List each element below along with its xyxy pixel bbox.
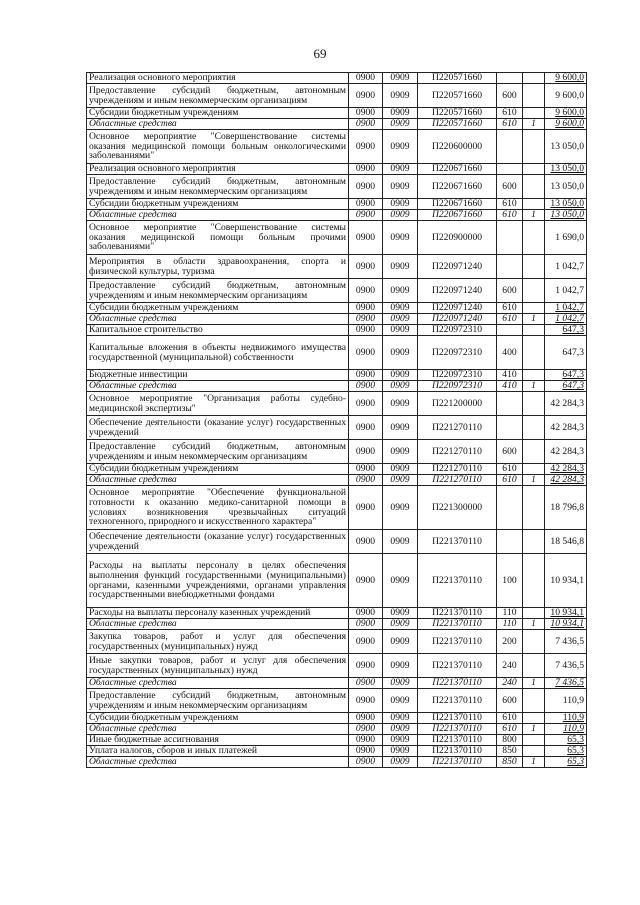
section-code: 0909 — [383, 713, 418, 724]
funding-source-code: 1 — [523, 724, 545, 735]
amount: 13 050,0 — [545, 130, 587, 164]
ved-code: 0900 — [349, 724, 383, 735]
amount: 9 600,0 — [545, 73, 587, 84]
ved-code: 0900 — [349, 746, 383, 757]
budget-table-body — [87, 73, 587, 768]
row-name: Областные средства — [87, 619, 349, 630]
table-row — [87, 314, 587, 325]
ved-code: 0900 — [349, 84, 383, 108]
funding-source-code: 1 — [523, 757, 545, 768]
expense-type-code: 400 — [497, 336, 523, 370]
funding-source-code: 1 — [523, 381, 545, 392]
section-code: 0909 — [383, 303, 418, 314]
target-article-code: П221370110 — [418, 654, 497, 678]
target-article-code: П221370110 — [418, 746, 497, 757]
target-article-code: П221200000 — [418, 392, 497, 416]
funding-source-code — [523, 392, 545, 416]
table-row — [87, 724, 587, 735]
funding-source-code — [523, 746, 545, 757]
funding-source-code: 1 — [523, 619, 545, 630]
amount: 13 050,0 — [545, 210, 587, 221]
funding-source-code — [523, 735, 545, 746]
row-name: Основное мероприятие "Совершенствование системы оказания медицинской помощи больным онкологическими заболеваниями" — [87, 130, 349, 164]
target-article-code: П221370110 — [418, 630, 497, 654]
target-article-code: П220971240 — [418, 303, 497, 314]
table-row — [87, 464, 587, 475]
expense-type-code — [497, 325, 523, 336]
ved-code: 0900 — [349, 221, 383, 255]
table-row — [87, 221, 587, 255]
expense-type-code — [497, 486, 523, 530]
expense-type-code — [497, 255, 523, 279]
funding-source-code — [523, 630, 545, 654]
row-name: Обеспечение деятельности (оказание услуг) государственных учреждений — [87, 416, 349, 440]
expense-type-code — [497, 416, 523, 440]
expense-type-code: 610 — [497, 464, 523, 475]
amount: 9 600,0 — [545, 84, 587, 108]
amount: 18 546,8 — [545, 530, 587, 554]
amount: 110,9 — [545, 724, 587, 735]
section-code: 0909 — [383, 746, 418, 757]
row-name: Субсидии бюджетным учреждениям — [87, 108, 349, 119]
ved-code: 0900 — [349, 303, 383, 314]
table-row — [87, 336, 587, 370]
expense-type-code: 850 — [497, 757, 523, 768]
table-row — [87, 713, 587, 724]
section-code: 0909 — [383, 108, 418, 119]
target-article-code: П221370110 — [418, 757, 497, 768]
ved-code: 0900 — [349, 486, 383, 530]
section-code: 0909 — [383, 464, 418, 475]
ved-code: 0900 — [349, 416, 383, 440]
expense-type-code: 610 — [497, 475, 523, 486]
funding-source-code — [523, 608, 545, 619]
row-name: Областные средства — [87, 314, 349, 325]
amount: 110,9 — [545, 689, 587, 713]
row-name: Областные средства — [87, 119, 349, 130]
section-code: 0909 — [383, 175, 418, 199]
row-name: Мероприятия в области здравоохранения, спорта и физической культуры, туризма — [87, 255, 349, 279]
section-code: 0909 — [383, 221, 418, 255]
ved-code: 0900 — [349, 654, 383, 678]
target-article-code: П220971240 — [418, 255, 497, 279]
amount: 65,3 — [545, 746, 587, 757]
section-code: 0909 — [383, 199, 418, 210]
target-article-code: П221370110 — [418, 608, 497, 619]
row-name: Субсидии бюджетным учреждениям — [87, 303, 349, 314]
ved-code: 0900 — [349, 210, 383, 221]
funding-source-code — [523, 370, 545, 381]
row-name: Предоставление субсидий бюджетным, автономным учреждениям и иным некоммерческим организациям — [87, 175, 349, 199]
target-article-code: П221370110 — [418, 619, 497, 630]
section-code: 0909 — [383, 416, 418, 440]
target-article-code: П221270110 — [418, 440, 497, 464]
funding-source-code — [523, 689, 545, 713]
amount: 13 050,0 — [545, 175, 587, 199]
target-article-code: П220571660 — [418, 108, 497, 119]
table-row — [87, 735, 587, 746]
expense-type-code: 110 — [497, 619, 523, 630]
row-name: Иные закупки товаров, работ и услуг для обеспечения государственных (муниципальных) нужд — [87, 654, 349, 678]
expense-type-code — [497, 164, 523, 175]
expense-type-code: 600 — [497, 84, 523, 108]
table-row — [87, 279, 587, 303]
section-code: 0909 — [383, 73, 418, 84]
target-article-code: П221270110 — [418, 475, 497, 486]
amount: 10 934,1 — [545, 608, 587, 619]
expense-type-code: 100 — [497, 554, 523, 608]
expense-type-code: 610 — [497, 119, 523, 130]
expense-type-code: 240 — [497, 654, 523, 678]
table-row — [87, 530, 587, 554]
target-article-code: П220671660 — [418, 199, 497, 210]
table-row — [87, 325, 587, 336]
ved-code: 0900 — [349, 119, 383, 130]
section-code: 0909 — [383, 370, 418, 381]
funding-source-code — [523, 175, 545, 199]
table-row — [87, 84, 587, 108]
expense-type-code: 410 — [497, 381, 523, 392]
amount: 647,3 — [545, 381, 587, 392]
ved-code: 0900 — [349, 464, 383, 475]
funding-source-code — [523, 416, 545, 440]
target-article-code: П220571660 — [418, 73, 497, 84]
table-row — [87, 689, 587, 713]
table-row — [87, 199, 587, 210]
funding-source-code — [523, 199, 545, 210]
row-name: Областные средства — [87, 757, 349, 768]
ved-code: 0900 — [349, 630, 383, 654]
page-number: 69 — [313, 46, 327, 61]
row-name: Субсидии бюджетным учреждениям — [87, 199, 349, 210]
table-row — [87, 392, 587, 416]
row-name: Капитальное строительство — [87, 325, 349, 336]
row-name: Расходы на выплаты персоналу в целях обеспечения выполнения функций государственными (муниципальными) органами, казенными учреждениями, органами управления государственными внебюджетными фондами — [87, 554, 349, 608]
expense-type-code: 610 — [497, 210, 523, 221]
target-article-code: П220971240 — [418, 279, 497, 303]
table-row — [87, 381, 587, 392]
funding-source-code — [523, 84, 545, 108]
row-name: Основное мероприятие "Организация работы судебно-медицинской экспертизы" — [87, 392, 349, 416]
row-name: Реализация основного мероприятия — [87, 73, 349, 84]
ved-code: 0900 — [349, 164, 383, 175]
target-article-code: П220671660 — [418, 210, 497, 221]
funding-source-code — [523, 530, 545, 554]
funding-source-code — [523, 279, 545, 303]
ved-code: 0900 — [349, 381, 383, 392]
expense-type-code: 600 — [497, 689, 523, 713]
amount: 42 284,3 — [545, 440, 587, 464]
target-article-code: П220972310 — [418, 370, 497, 381]
row-name: Закупка товаров, работ и услуг для обеспечения государственных (муниципальных) нужд — [87, 630, 349, 654]
row-name: Иные бюджетные ассигнования — [87, 735, 349, 746]
table-row — [87, 370, 587, 381]
section-code: 0909 — [383, 440, 418, 464]
ved-code: 0900 — [349, 130, 383, 164]
expense-type-code: 850 — [497, 746, 523, 757]
ved-code: 0900 — [349, 735, 383, 746]
section-code: 0909 — [383, 130, 418, 164]
row-name: Основное мероприятие "Обеспечение функциональной готовности к оказанию медико-санитарной помощи в условиях возникновения чрезвычайных ситуаций техногенного, природного и искусственного характера" — [87, 486, 349, 530]
row-name: Областные средства — [87, 210, 349, 221]
target-article-code: П221370110 — [418, 713, 497, 724]
section-code: 0909 — [383, 554, 418, 608]
section-code: 0909 — [383, 164, 418, 175]
funding-source-code — [523, 486, 545, 530]
ved-code: 0900 — [349, 554, 383, 608]
amount: 7 436,5 — [545, 678, 587, 689]
row-name: Предоставление субсидий бюджетным, автономным учреждениям и иным некоммерческим организациям — [87, 440, 349, 464]
amount: 10 934,1 — [545, 554, 587, 608]
section-code: 0909 — [383, 735, 418, 746]
ved-code: 0900 — [349, 678, 383, 689]
funding-source-code — [523, 164, 545, 175]
table-row — [87, 175, 587, 199]
funding-source-code: 1 — [523, 314, 545, 325]
section-code: 0909 — [383, 486, 418, 530]
section-code: 0909 — [383, 757, 418, 768]
table-row — [87, 130, 587, 164]
amount: 647,3 — [545, 370, 587, 381]
amount: 1 042,7 — [545, 303, 587, 314]
funding-source-code — [523, 221, 545, 255]
amount: 647,3 — [545, 336, 587, 370]
funding-source-code: 1 — [523, 119, 545, 130]
section-code: 0909 — [383, 119, 418, 130]
expense-type-code — [497, 221, 523, 255]
target-article-code: П221370110 — [418, 678, 497, 689]
table-row — [87, 255, 587, 279]
amount: 9 600,0 — [545, 119, 587, 130]
row-name: Предоставление субсидий бюджетным, автономным учреждениям и иным некоммерческим организациям — [87, 689, 349, 713]
section-code: 0909 — [383, 608, 418, 619]
target-article-code: П220972310 — [418, 325, 497, 336]
section-code: 0909 — [383, 724, 418, 735]
table-row — [87, 619, 587, 630]
table-row — [87, 108, 587, 119]
expense-type-code — [497, 530, 523, 554]
funding-source-code — [523, 130, 545, 164]
section-code: 0909 — [383, 475, 418, 486]
ved-code: 0900 — [349, 608, 383, 619]
target-article-code: П220671660 — [418, 175, 497, 199]
ved-code: 0900 — [349, 619, 383, 630]
section-code: 0909 — [383, 325, 418, 336]
funding-source-code — [523, 713, 545, 724]
ved-code: 0900 — [349, 175, 383, 199]
expense-type-code — [497, 130, 523, 164]
table-row — [87, 757, 587, 768]
section-code: 0909 — [383, 689, 418, 713]
ved-code: 0900 — [349, 689, 383, 713]
ved-code: 0900 — [349, 108, 383, 119]
table-row — [87, 678, 587, 689]
section-code: 0909 — [383, 392, 418, 416]
amount: 42 284,3 — [545, 416, 587, 440]
funding-source-code — [523, 654, 545, 678]
ved-code: 0900 — [349, 370, 383, 381]
expense-type-code: 600 — [497, 440, 523, 464]
target-article-code: П220571660 — [418, 84, 497, 108]
expense-type-code: 410 — [497, 370, 523, 381]
expense-type-code: 610 — [497, 108, 523, 119]
row-name: Областные средства — [87, 381, 349, 392]
amount: 42 284,3 — [545, 464, 587, 475]
ved-code: 0900 — [349, 73, 383, 84]
amount: 7 436,5 — [545, 630, 587, 654]
section-code: 0909 — [383, 255, 418, 279]
row-name: Капитальные вложения в объекты недвижимого имущества государственной (муниципальной) собственности — [87, 336, 349, 370]
amount: 1 042,7 — [545, 255, 587, 279]
section-code: 0909 — [383, 654, 418, 678]
funding-source-code: 1 — [523, 678, 545, 689]
table-row — [87, 210, 587, 221]
row-name: Субсидии бюджетным учреждениям — [87, 464, 349, 475]
table-row — [87, 303, 587, 314]
target-article-code: П221300000 — [418, 486, 497, 530]
funding-source-code — [523, 255, 545, 279]
table-row — [87, 654, 587, 678]
target-article-code: П220571660 — [418, 119, 497, 130]
funding-source-code — [523, 440, 545, 464]
target-article-code: П221270110 — [418, 416, 497, 440]
table-row — [87, 416, 587, 440]
section-code: 0909 — [383, 279, 418, 303]
table-row — [87, 475, 587, 486]
amount: 7 436,5 — [545, 654, 587, 678]
expense-type-code: 610 — [497, 314, 523, 325]
amount: 647,3 — [545, 325, 587, 336]
funding-source-code: 1 — [523, 210, 545, 221]
ved-code: 0900 — [349, 392, 383, 416]
amount: 1 042,7 — [545, 314, 587, 325]
target-article-code: П220972310 — [418, 336, 497, 370]
table-row — [87, 119, 587, 130]
row-name: Бюджетные инвестиции — [87, 370, 349, 381]
expense-type-code: 600 — [497, 279, 523, 303]
ved-code: 0900 — [349, 440, 383, 464]
funding-source-code — [523, 325, 545, 336]
row-name: Расходы на выплаты персоналу казенных учреждений — [87, 608, 349, 619]
target-article-code: П220671660 — [418, 164, 497, 175]
row-name: Обеспечение деятельности (оказание услуг) государственных учреждений — [87, 530, 349, 554]
funding-source-code — [523, 108, 545, 119]
target-article-code: П221370110 — [418, 735, 497, 746]
target-article-code: П221370110 — [418, 724, 497, 735]
row-name: Областные средства — [87, 724, 349, 735]
amount: 9 600,0 — [545, 108, 587, 119]
expense-type-code — [497, 392, 523, 416]
table-row — [87, 630, 587, 654]
row-name: Предоставление субсидий бюджетным, автономным учреждениям и иным некоммерческим организациям — [87, 279, 349, 303]
amount: 42 284,3 — [545, 392, 587, 416]
expense-type-code — [497, 73, 523, 84]
row-name: Областные средства — [87, 475, 349, 486]
funding-source-code — [523, 336, 545, 370]
ved-code: 0900 — [349, 314, 383, 325]
expense-type-code: 610 — [497, 724, 523, 735]
amount: 10 934,1 — [545, 619, 587, 630]
amount: 18 796,8 — [545, 486, 587, 530]
section-code: 0909 — [383, 630, 418, 654]
target-article-code: П220600000 — [418, 130, 497, 164]
amount: 1 042,7 — [545, 279, 587, 303]
ved-code: 0900 — [349, 757, 383, 768]
target-article-code: П221370110 — [418, 530, 497, 554]
table-row — [87, 554, 587, 608]
amount: 110,9 — [545, 713, 587, 724]
expense-type-code: 110 — [497, 608, 523, 619]
funding-source-code — [523, 73, 545, 84]
target-article-code: П220971240 — [418, 314, 497, 325]
row-name: Реализация основного мероприятия — [87, 164, 349, 175]
expense-type-code: 800 — [497, 735, 523, 746]
amount: 42 284,3 — [545, 475, 587, 486]
section-code: 0909 — [383, 314, 418, 325]
expense-type-code: 240 — [497, 678, 523, 689]
section-code: 0909 — [383, 210, 418, 221]
amount: 13 050,0 — [545, 199, 587, 210]
table-row — [87, 73, 587, 84]
section-code: 0909 — [383, 619, 418, 630]
row-name: Предоставление субсидий бюджетным, автономным учреждениям и иным некоммерческим организациям — [87, 84, 349, 108]
amount: 65,3 — [545, 757, 587, 768]
ved-code: 0900 — [349, 199, 383, 210]
table-row — [87, 440, 587, 464]
expense-type-code: 610 — [497, 303, 523, 314]
target-article-code: П221370110 — [418, 554, 497, 608]
amount: 13 050,0 — [545, 164, 587, 175]
ved-code: 0900 — [349, 325, 383, 336]
funding-source-code — [523, 554, 545, 608]
section-code: 0909 — [383, 530, 418, 554]
funding-source-code — [523, 303, 545, 314]
row-name: Областные средства — [87, 678, 349, 689]
section-code: 0909 — [383, 678, 418, 689]
ved-code: 0900 — [349, 255, 383, 279]
expense-type-code: 600 — [497, 175, 523, 199]
funding-source-code — [523, 464, 545, 475]
target-article-code: П221270110 — [418, 464, 497, 475]
table-row — [87, 608, 587, 619]
target-article-code: П221370110 — [418, 689, 497, 713]
budget-table — [86, 72, 587, 768]
table-row — [87, 486, 587, 530]
ved-code: 0900 — [349, 713, 383, 724]
row-name: Основное мероприятие "Совершенствование системы оказания медицинской помощи больным прочими заболеваниями" — [87, 221, 349, 255]
row-name: Уплата налогов, сборов и иных платежей — [87, 746, 349, 757]
ved-code: 0900 — [349, 336, 383, 370]
section-code: 0909 — [383, 84, 418, 108]
table-row — [87, 164, 587, 175]
amount: 65,3 — [545, 735, 587, 746]
expense-type-code: 200 — [497, 630, 523, 654]
ved-code: 0900 — [349, 279, 383, 303]
section-code: 0909 — [383, 381, 418, 392]
target-article-code: П220900000 — [418, 221, 497, 255]
expense-type-code: 610 — [497, 713, 523, 724]
amount: 1 690,0 — [545, 221, 587, 255]
table-row — [87, 746, 587, 757]
expense-type-code: 610 — [497, 199, 523, 210]
target-article-code: П220972310 — [418, 381, 497, 392]
row-name: Субсидии бюджетным учреждениям — [87, 713, 349, 724]
ved-code: 0900 — [349, 530, 383, 554]
funding-source-code: 1 — [523, 475, 545, 486]
section-code: 0909 — [383, 336, 418, 370]
ved-code: 0900 — [349, 475, 383, 486]
